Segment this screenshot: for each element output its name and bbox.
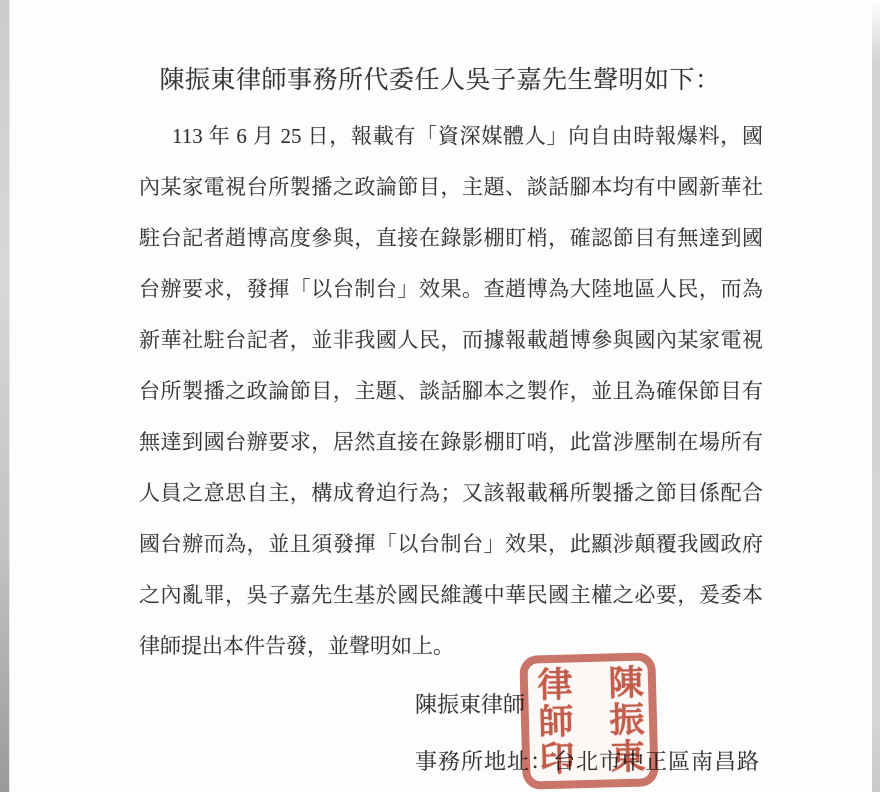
body-line: 人員之意思自主，構成脅迫行為；又該報載稱所製播之節目係配合 [139,481,763,505]
seal-right-column: 陳振東 [603,663,646,776]
body-line: 律師提出本件告發，並聲明如上。 [139,634,454,658]
body-line: 之內亂罪，吳子嘉先生基於國民維護中華民國主權之必要，爰委本 [139,583,763,607]
body-line: 內某家電視台所製播之政論節目，主題、談話腳本均有中國新華社 [139,175,763,199]
seal-left-column: 律師印 [532,665,575,778]
body-line: 無達到國台辦要求，居然直接在錄影棚盯哨，此當涉壓制在場所有 [139,430,763,454]
document-title: 陳振東律師事務所代委任人吳子嘉先生聲明如下： [159,67,721,94]
body-line: 台所製播之政論節目，主題、談話腳本之製作，並且為確保節目有 [139,379,763,403]
signature-lawyer-name: 陳振東律師 [415,692,526,717]
body-line: 113 年 6 月 25 日，報載有「資深媒體人」向自由時報爆料，國 [172,124,763,148]
document-body [139,111,763,672]
signature-office-address: 事務所地址：台北市中正區南昌路 [415,749,761,774]
scan-edge-left [0,0,10,792]
body-line: 新華社駐台記者，並非我國人民，而據報載趙博參與國內某家電視 [139,328,763,352]
body-line: 台辦要求，發揮「以台制台」效果。查趙博為大陸地區人民，而為 [139,277,763,301]
lawyer-seal-stamp [519,652,658,790]
body-line: 國台辦而為，並且須發揮「以台制台」效果，此顯涉顛覆我國政府 [139,532,763,556]
scan-edge-right [872,0,880,792]
body-line: 駐台記者趙博高度參與，直接在錄影棚盯梢，確認節目有無達到國 [139,226,763,250]
